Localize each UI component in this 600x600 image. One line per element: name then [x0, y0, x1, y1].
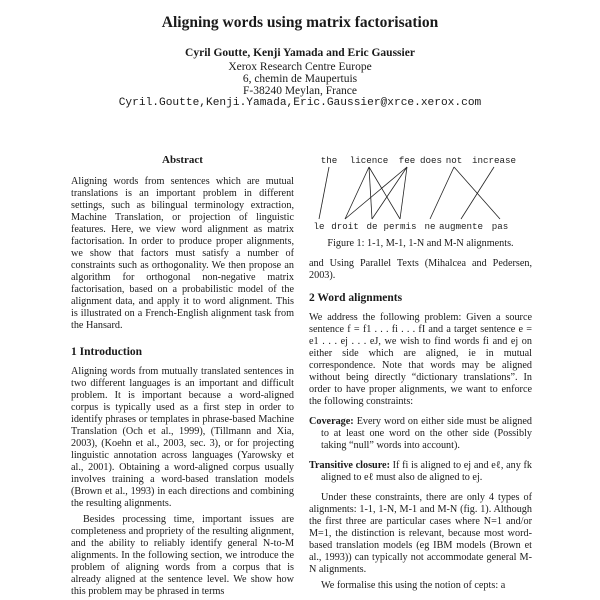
abstract-heading: Abstract — [162, 154, 203, 166]
section-2-paragraph-2: Under these constraints, there are only 4 types of alignments: 1-1, 1-N, M-1 and M-N (fig. 1). Although the first three are particular cases where N=1 and/or M=1, the distinction is relevant, because most word-based translation models (eg IBM models (Brown et al., 1993)) can typically not accommodate general M-N alignments. — [309, 492, 532, 575]
alignment-link-4 — [345, 167, 407, 219]
alignment-link-2 — [369, 167, 372, 219]
transitive-constraint — [309, 460, 532, 484]
intro-paragraph-1: Aligning words from mutually translated sentences in two different languages is an important and difficult problem. It is important because a word-aligned corpus is typically used as a first step in order to identify phrases or templates in phrase-based Machine Translation (Och et al., 1999), (Tillmann and Xia, 2003), (Koehn et al., 2003, sec. 3), or for projecting linguistic annotation across languages (Yarowsky et al., 2001). Obtaining a word-aligned corpus usually involves training a word-based translation models (Brown et al., 1993) in each directions and combining the resulting alignments. — [71, 366, 294, 509]
affiliation-line-1: Xerox Research Centre Europe — [228, 61, 372, 73]
transitive-text: If fi is aligned to ej and eℓ, any fk aligned to eℓ must also de aligned to ej. — [321, 460, 533, 483]
alignment-link-9 — [461, 167, 494, 219]
english-word-0: the — [320, 155, 338, 166]
alignment-diagram — [309, 154, 532, 232]
french-word-2: de — [366, 221, 378, 232]
alignment-link-8 — [454, 167, 500, 219]
left-column — [71, 154, 294, 598]
transitive-term: Transitive closure: — [309, 460, 390, 471]
english-word-4: not — [445, 155, 463, 166]
english-word-1: licence — [349, 155, 389, 166]
intro-paragraph-2: Besides processing time, important issues are completeness and propriety of the resulting alignment, and the ability to reliably identify general N-to-M alignments. In the following section, we introduce the problem of aligning words from a corpus that is already aligned at the sentence level. We show how this problem may be phrased in terms — [71, 514, 294, 597]
paper-title: Aligning words using matrix factorisation — [161, 14, 439, 31]
section-1-heading: 1 Introduction — [71, 346, 143, 358]
alignment-link-5 — [372, 167, 407, 219]
alignment-link-6 — [400, 167, 407, 219]
section-2-paragraph-3: We formalise this using the notion of cepts: a — [321, 580, 506, 591]
french-word-1: droit — [331, 221, 359, 232]
alignment-figure — [309, 154, 532, 232]
coverage-text: Every word on either side must be aligned to at least one word on the other side (Possibly taking “null” words into account). — [321, 416, 533, 451]
authors: Cyril Goutte, Kenji Yamada and Eric Gaussier — [185, 47, 415, 59]
english-word-3: does — [419, 155, 443, 166]
french-word-3: permis — [383, 221, 417, 232]
french-word-4: ne — [424, 221, 436, 232]
english-word-2: fee — [398, 155, 416, 166]
affiliation-line-2: 6, chemin de Maupertuis — [242, 73, 358, 85]
figure-caption: Figure 1: 1-1, M-1, 1-N and M-N alignments. — [327, 238, 514, 249]
french-word-5: augmente — [438, 221, 484, 232]
alignment-link-3 — [369, 167, 400, 219]
coverage-constraint — [309, 416, 532, 452]
french-word-0: le — [313, 221, 325, 232]
section-2-paragraph-1: We address the following problem: Given a source sentence f = f1 . . . fi . . . fI and a target sentence e = e1 . . . ej . . . eJ, we wish to find words fi and ej on either side which are aligned, ie in mutual correspondence. Note that words may be aligned without being directly “dictionary translations”. In order to have proper alignments, we want to enforce the following constraints: — [309, 312, 532, 407]
coverage-term: Coverage: — [309, 416, 354, 427]
right-column — [309, 154, 532, 592]
french-word-6: pas — [491, 221, 509, 232]
abstract-text: Aligning words from sentences which are mutual translations is an important problem in different settings, such as bilingual terminology extraction, Machine Translation, or projection of linguistic features. Here, we view word alignment as matrix factorisation. In order to produce proper alignments, we show that factors must satisfy a number of constraints such as orthogonality. We then propose an algorithm for orthogonal non-negative matrix factorisation, based on a probabilistic model of the alignment data, and apply it to word alignment. This is illustrated on a French-English alignment task from the Hansard. — [71, 176, 294, 331]
author-emails: Cyril.Goutte,Kenji.Yamada,Eric.Gaussier@xrce.xerox.com — [118, 97, 482, 109]
affiliation-line-3: F-38240 Meylan, France — [242, 85, 358, 97]
english-word-5: increase — [471, 155, 517, 166]
continued-text: and Using Parallel Texts (Mihalcea and Pedersen, 2003). — [309, 258, 532, 281]
alignment-link-7 — [430, 167, 454, 219]
alignment-link-1 — [345, 167, 369, 219]
section-2-heading: 2 Word alignments — [309, 292, 403, 304]
alignment-link-0 — [319, 167, 329, 219]
